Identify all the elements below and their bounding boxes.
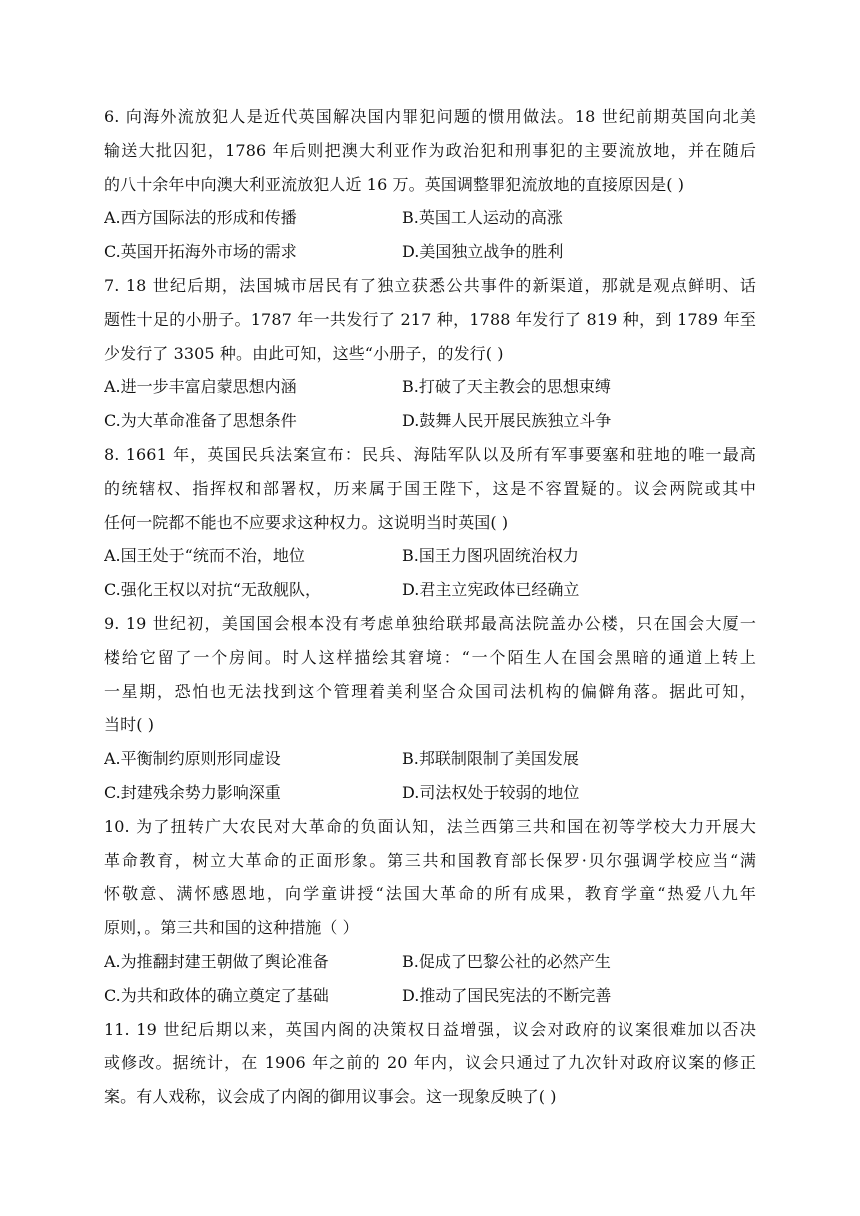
option-d: D.推动了国民宪法的不断完善: [402, 985, 612, 1005]
options-row: [104, 573, 756, 607]
question-text-line: 8. 1661 年，英国民兵法案宣布：民兵、海陆军队以及所有军事要塞和驻地的唯一最高: [104, 444, 756, 464]
question-text-line: 的八十余年中向澳大利亚流放犯人近 16 万。英国调整罪犯流放地的直接原因是( ): [104, 174, 685, 194]
option-d: D.鼓舞人民开展民族独立斗争: [402, 411, 612, 431]
question-text-line: 当时( ): [104, 715, 155, 735]
option-c: C.强化王权以对抗“无敌舰队，: [104, 580, 321, 600]
question-text-line: 原则，。第三共和国的这种措施（ ）: [104, 918, 359, 938]
option-a: A.进一步丰富启蒙思想内涵: [104, 377, 297, 397]
question-11: [104, 1013, 756, 1114]
question-text-line: 或修改。据统计，在 1906 年之前的 20 年内，议会只通过了九次针对政府议案的修正: [104, 1053, 756, 1073]
question-8: [104, 438, 756, 607]
option-c: C.英国开拓海外市场的需求: [104, 242, 297, 262]
options-row: [104, 776, 756, 810]
options-row: [104, 235, 756, 269]
option-b: B.促成了巴黎公社的必然产生: [402, 951, 611, 971]
question-text-line: 怀敬意、满怀感恩地，向学童讲授“法国大革命的所有成果，教育学童“热爱八九年: [104, 884, 756, 904]
option-a: A.西方国际法的形成和传播: [104, 208, 297, 228]
option-c: C.为共和政体的确立奠定了基础: [104, 985, 329, 1005]
options-row: [104, 201, 756, 235]
exam-page: [104, 100, 756, 1114]
options-row: [104, 742, 756, 776]
option-a: A.为推翻封建王朝做了舆论准备: [104, 951, 329, 971]
question-9: [104, 607, 756, 810]
option-a: A.平衡制约原则形同虚设: [104, 749, 281, 769]
question-6: [104, 100, 756, 269]
question-text-line: 的统辖权、指挥权和部署权，历来属于国王陛下，这是不容置疑的。议会两院或其中: [104, 478, 756, 498]
option-d: D.美国独立战争的胜利: [402, 242, 564, 262]
option-b: B.邦联制限制了美国发展: [402, 749, 579, 769]
question-text-line: 7. 18 世纪后期，法国城市居民有了独立获悉公共事件的新渠道，那就是观点鲜明、话: [104, 275, 756, 295]
option-b: B.打破了天主教会的思想束缚: [402, 377, 611, 397]
question-10: [104, 810, 756, 1013]
option-c: C.为大革命准备了思想条件: [104, 411, 297, 431]
question-text-line: 9. 19 世纪初，美国国会根本没有考虑单独给联邦最高法院盖办公楼，只在国会大厦一: [104, 613, 756, 633]
options-row: [104, 539, 756, 573]
question-text-line: 楼给它留了一个房间。时人这样描绘其窘境：“一个陌生人在国会黑暗的通道上转上: [104, 647, 756, 667]
options-row: [104, 979, 756, 1013]
question-text-line: 输送大批囚犯，1786 年后则把澳大利亚作为政治犯和刑事犯的主要流放地，并在随后: [104, 140, 756, 160]
question-text-line: 案。有人戏称，议会成了内阁的御用议事会。这一现象反映了( ): [104, 1087, 557, 1107]
option-b: B.国王力图巩固统治权力: [402, 546, 579, 566]
option-d: D.君主立宪政体已经确立: [402, 580, 580, 600]
question-text-line: 少发行了 3305 种。由此可知，这些“小册子，的发行( ): [104, 343, 504, 363]
question-text-line: 10. 为了扭转广大农民对大革命的负面认知，法兰西第三共和国在初等学校大力开展大: [104, 816, 756, 836]
option-d: D.司法权处于较弱的地位: [402, 782, 580, 802]
option-a: A.国王处于“统而不治，地位: [104, 546, 305, 566]
question-text-line: 题性十足的小册子。1787 年一共发行了 217 种，1788 年发行了 819 种，到 1789 年至: [104, 309, 756, 329]
options-row: [104, 404, 756, 438]
question-text-line: 任何一院都不能也不应要求这种权力。这说明当时英国( ): [104, 512, 509, 532]
question-7: [104, 269, 756, 438]
options-row: [104, 370, 756, 404]
options-row: [104, 945, 756, 979]
option-b: B.英国工人运动的高涨: [402, 208, 563, 228]
option-c: C.封建残余势力影响深重: [104, 782, 281, 802]
question-text-line: 一星期，恐怕也无法找到这个管理着美利坚合众国司法机构的偏僻角落。据此可知，: [104, 681, 756, 701]
question-text-line: 革命教育，树立大革命的正面形象。第三共和国教育部长保罗·贝尔强调学校应当“满: [104, 850, 756, 870]
question-text-line: 6. 向海外流放犯人是近代英国解决国内罪犯问题的惯用做法。18 世纪前期英国向北美: [104, 107, 756, 126]
question-text-line: 11. 19 世纪后期以来，英国内阁的决策权日益增强，议会对政府的议案很难加以否决: [104, 1019, 756, 1039]
